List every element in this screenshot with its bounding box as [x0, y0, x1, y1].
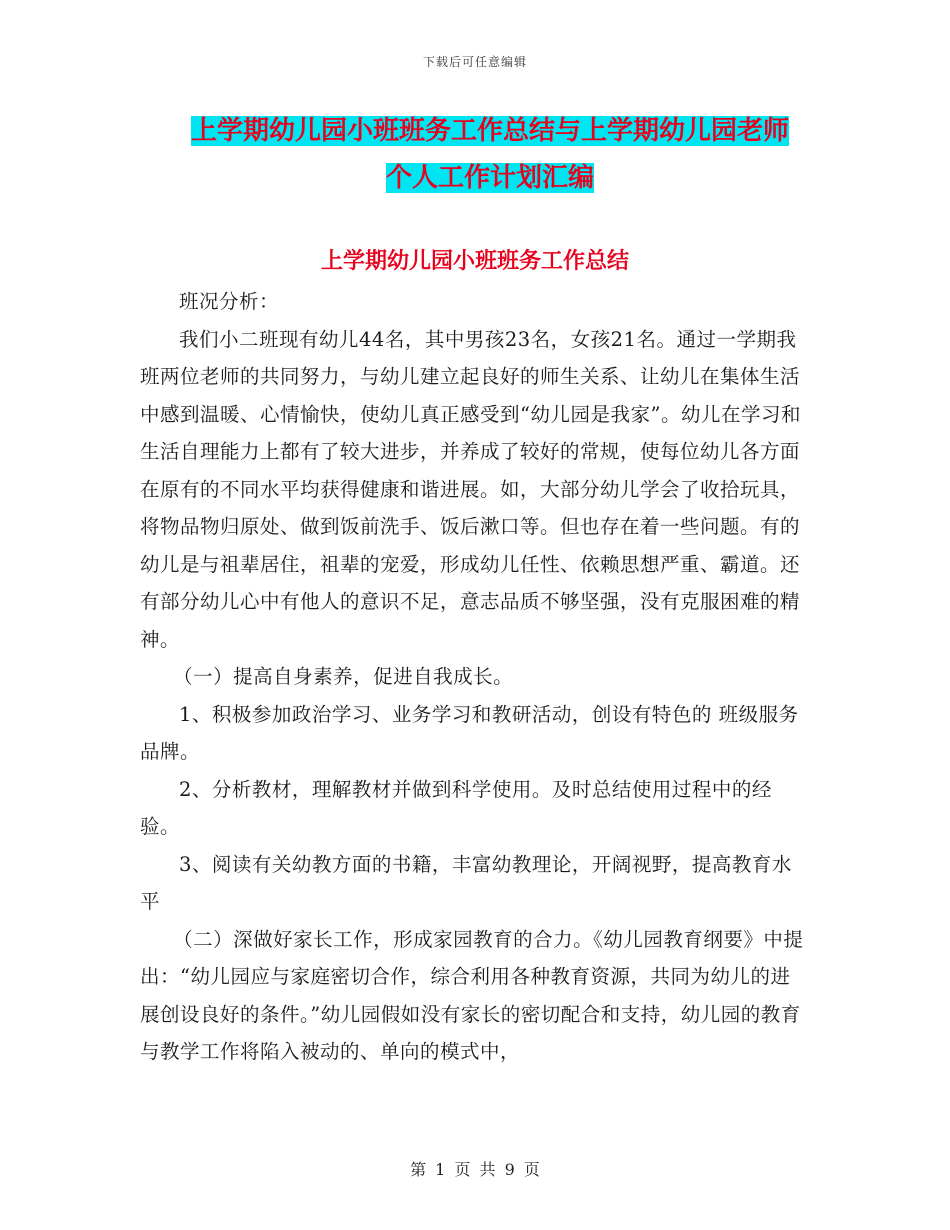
paragraph-item-2: 2、分析教材，理解教材并做到科学使用。及时总结使用过程中的经验。 — [140, 777, 772, 838]
document-title-line-2: 个人工作计划汇编 — [385, 163, 594, 193]
paragraph-item-1: 1、积极参加政治学习、业务学习和教研活动，创设有特色的 班级服务品牌。 — [140, 702, 799, 763]
paragraph-item-3: 3、阅读有关幼教方面的书籍，丰富幼教理论，开阔视野，提高教育水平 — [140, 852, 792, 913]
header-note: 下载后可任意编辑 — [422, 55, 527, 69]
page-number: 第 1 页 共 9 页 — [410, 1160, 540, 1179]
paragraph-heading-1: （一）提高自身素养，促进自我成长。 — [173, 665, 514, 688]
paragraph-class-analysis: 我们小二班现有幼儿44名，其中男孩23名，女孩21名。通过一学期我班两位老师的共同努力，与幼儿建立起良好的师生关系、让幼儿在集体生活中感到温暖、心情愉快，使幼儿真正感受到“幼儿园是我家”。幼儿在学习和生活自理能力上都有了较大进步，并养成了较好的常规，使每位幼儿各方面在原有的不同水平均获得健康和谐进展。如，大部分幼儿学会了收拾玩具，将物品物归原处、做到饭前洗手、饭后漱口等。但也存在着一些问题。有的幼儿是与祖辈居住，祖辈的宠爱，形成幼儿任性、依赖思想严重、霸道。还有部分幼儿心中有他人的意识不足，意志品质不够坚强，没有克服困难的精神。 — [140, 327, 801, 651]
paragraph-heading-2: （二）深做好家长工作，形成家园教育的合力。《幼儿园教育纲要》中提出：“幼儿园应与家庭密切合作，综合利用各种教育资源，共同为幼儿的进展创设良好的条件。”幼儿园假如没有家长的密切配合和支持，幼儿园的教育与教学工作将陷入被动的、单向的模式中， — [140, 927, 804, 1063]
document-body — [140, 283, 810, 1071]
paragraph-class-analysis-label: 班况分析： — [179, 290, 280, 313]
document-title — [140, 108, 840, 202]
document-title-line-1: 上学期幼儿园小班班务工作总结与上学期幼儿园老师 — [190, 116, 789, 146]
section-title: 上学期幼儿园小班班务工作总结 — [320, 249, 629, 274]
